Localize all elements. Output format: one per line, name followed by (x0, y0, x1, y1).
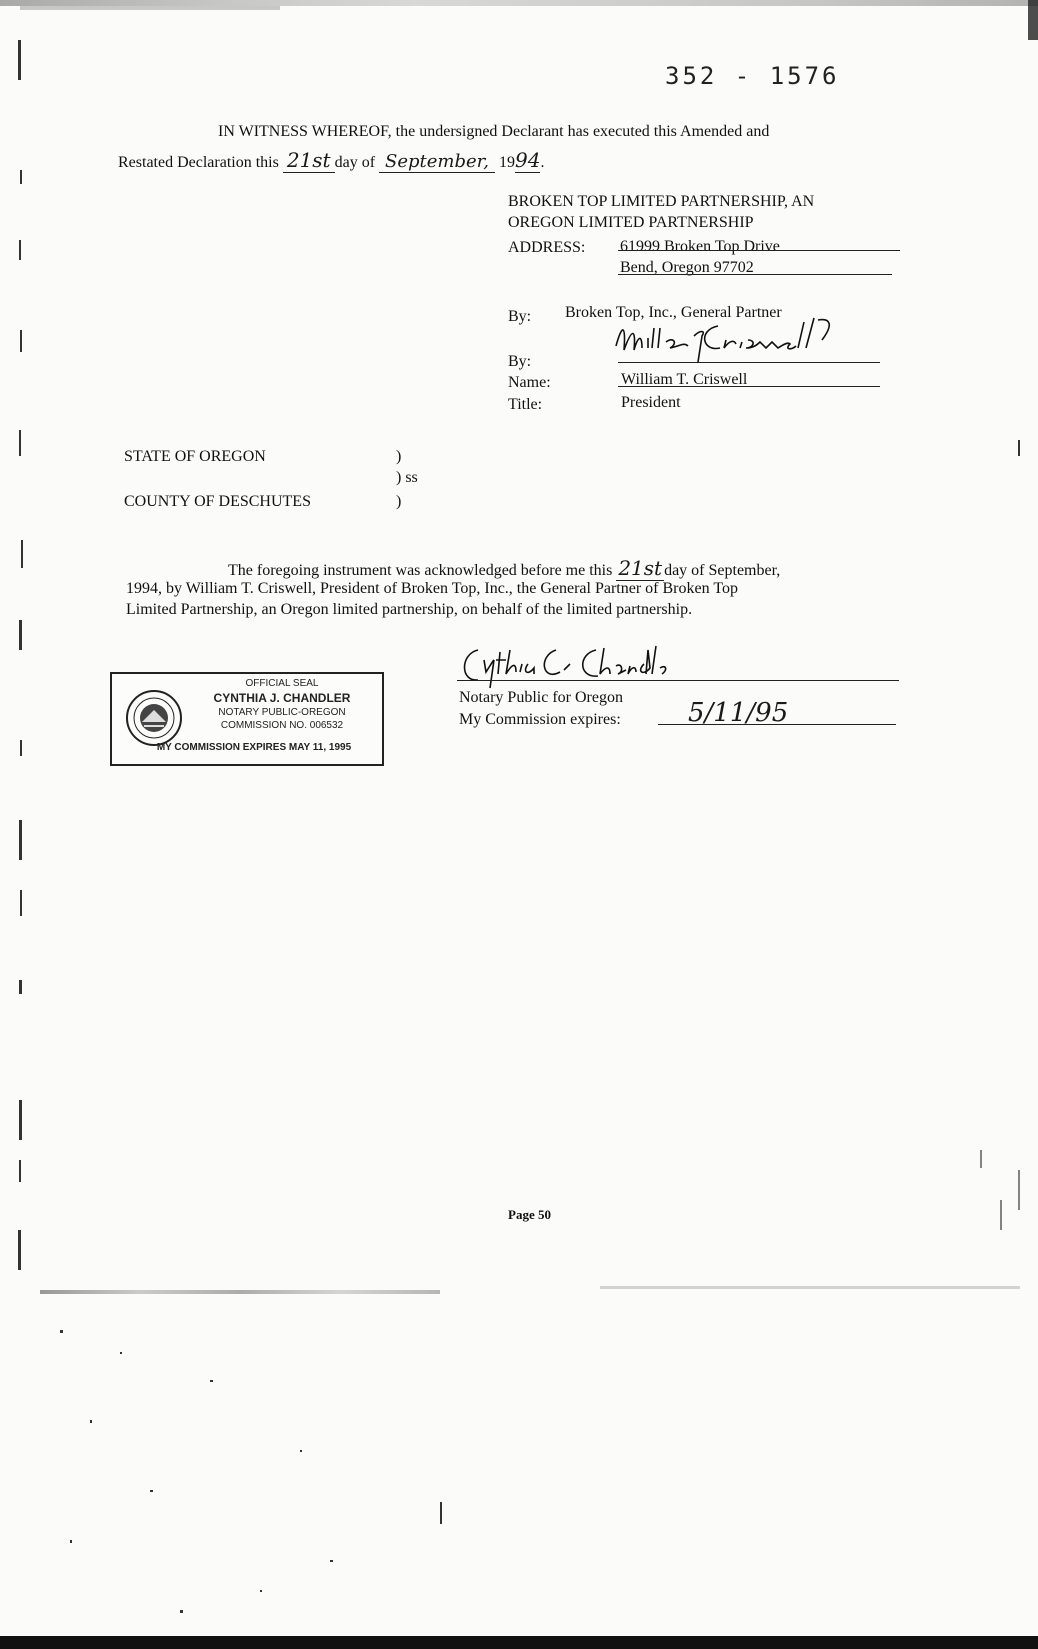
witness-line-1: IN WITNESS WHEREOF, the undersigned Declarant has executed this Amended and (218, 123, 770, 140)
commission-date: 5/11/95 (688, 698, 789, 728)
seal-line-3: MY COMMISSION EXPIRES MAY 11, 1995 (156, 742, 352, 753)
venue-ss: ) ss (396, 469, 418, 486)
binding-mark (19, 820, 22, 860)
venue-paren-1: ) (396, 448, 402, 465)
venue-paren-2: ) (396, 493, 402, 510)
binding-mark (19, 430, 21, 456)
commission-label: My Commission expires: (459, 711, 621, 728)
witness-text: Restated Declaration this (118, 154, 279, 171)
name-underline (618, 386, 880, 387)
state-seal-emblem (124, 688, 184, 748)
address-underline-1 (618, 250, 900, 251)
witness-day: 21st (283, 148, 335, 173)
address-underline-2 (618, 274, 892, 275)
scan-speck (210, 1380, 213, 1382)
binding-mark (1018, 1170, 1020, 1210)
witness-month: September, (379, 151, 495, 173)
binding-mark (20, 890, 22, 916)
witness-day-of: day of (334, 154, 376, 171)
binding-mark (20, 330, 22, 352)
title-value: President (621, 394, 681, 411)
binding-mark (19, 1160, 21, 1182)
binding-mark (20, 740, 22, 756)
scan-bottom-bar (0, 1636, 1038, 1649)
signature-underline (618, 362, 880, 363)
scan-speck (120, 1352, 122, 1354)
scan-noise-top2 (20, 6, 280, 10)
ack-text-2: day of September, (664, 562, 781, 579)
scan-noise-bottom-line (40, 1290, 440, 1294)
venue-state: STATE OF OREGON (124, 448, 266, 465)
binding-mark (21, 540, 23, 568)
venue-county: COUNTY OF DESCHUTES (124, 493, 311, 510)
witness-period: . (540, 154, 545, 171)
binding-mark (19, 1100, 22, 1140)
scan-speck (60, 1330, 63, 1333)
document-number: 352 - 1576 (665, 62, 840, 90)
title-label: Title: (508, 396, 543, 413)
scan-speck (150, 1490, 153, 1492)
binding-mark (19, 620, 22, 650)
name-value: William T. Criswell (621, 371, 748, 388)
binding-mark (18, 1230, 21, 1270)
notary-title: Notary Public for Oregon (459, 689, 623, 706)
scan-speck (1000, 1200, 1002, 1230)
declarant-signature-graphic (608, 316, 868, 376)
seal-heading: OFFICIAL SEAL (245, 678, 319, 689)
scan-noise-bottom-line (600, 1286, 1020, 1289)
by-label-2: By: (508, 353, 532, 370)
ack-day: 21st (618, 556, 663, 580)
binding-mark (1018, 440, 1020, 456)
notary-signature-underline (457, 680, 899, 681)
commission-underline (658, 724, 896, 725)
scan-speck (180, 1610, 183, 1613)
ack-text-1: The foregoing instrument was acknowledged before me this (228, 562, 613, 579)
scan-noise-right (1028, 0, 1038, 40)
scan-speck (260, 1590, 262, 1592)
witness-year: 94 (515, 148, 541, 172)
name-label: Name: (508, 374, 551, 391)
page-number: Page 50 (508, 1207, 551, 1222)
seal-line-2: COMMISSION NO. 006532 (220, 720, 344, 731)
address-line-2: Bend, Oregon 97702 (620, 259, 754, 276)
binding-mark (18, 40, 21, 80)
binding-mark (19, 980, 22, 994)
scan-speck (980, 1150, 982, 1168)
scan-speck (330, 1560, 333, 1562)
scan-speck (90, 1420, 92, 1423)
ack-line-2: 1994, by William T. Criswell, President of Broken Top, Inc., the General Partner of Broken Top (126, 580, 738, 597)
seal-line-1: NOTARY PUBLIC-OREGON (218, 707, 346, 718)
official-seal-stamp (110, 672, 384, 766)
binding-mark (19, 240, 21, 260)
witness-line-2 (118, 150, 544, 173)
scan-speck (300, 1450, 302, 1452)
witness-year-prefix: 19 (499, 154, 516, 171)
declarant-name-2: OREGON LIMITED PARTNERSHIP (508, 214, 754, 231)
address-label: ADDRESS: (508, 239, 586, 256)
seal-name: CYNTHIA J. CHANDLER (213, 691, 351, 705)
ack-line-3: Limited Partnership, an Oregon limited partnership, on behalf of the limited partnership. (126, 601, 693, 618)
scan-speck (440, 1502, 442, 1524)
notary-signature-graphic (456, 642, 696, 692)
by-value-1: Broken Top, Inc., General Partner (565, 304, 782, 321)
address-line-1: 61999 Broken Top Drive (620, 238, 780, 255)
scan-speck (70, 1540, 72, 1543)
declarant-name-1: BROKEN TOP LIMITED PARTNERSHIP, AN (508, 193, 815, 210)
binding-mark (20, 170, 22, 184)
ack-line-1 (228, 558, 780, 581)
by-label-1: By: (508, 308, 532, 325)
